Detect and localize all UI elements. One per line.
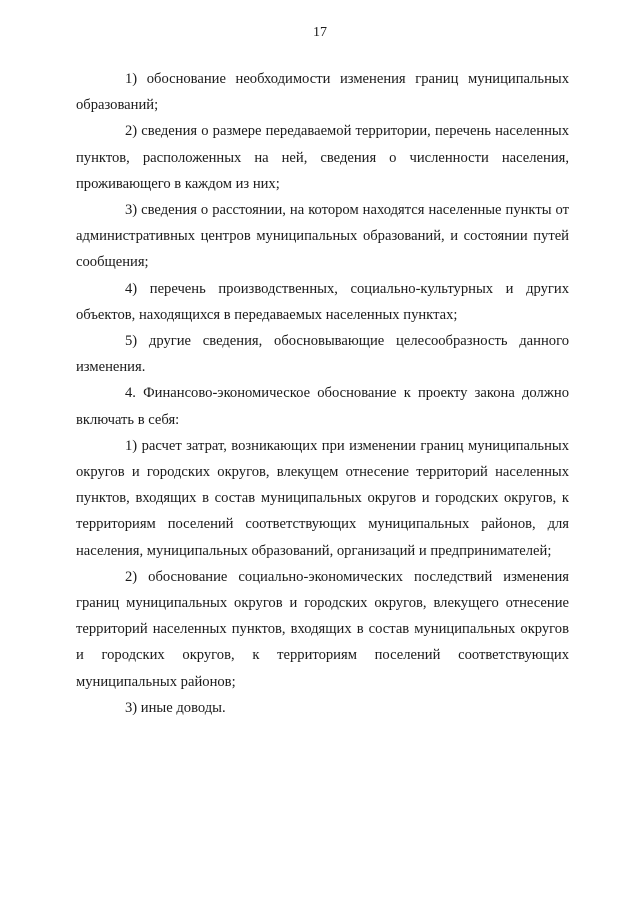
list-item-other-info: 5) другие сведения, обосновывающие целесообразность данного изменения. xyxy=(76,333,569,376)
list-item-territory-info: 2) сведения о размере передаваемой территории, перечень населенных пунктов, расположенных на ней, сведения о численности населения, проживающего в каждом из них; xyxy=(76,123,569,192)
list-item-distance-info: 3) сведения о расстоянии, на котором находятся населенные пункты от административных центров муниципальных образований, и состоянии путей сообщения; xyxy=(76,202,569,271)
section-4-heading: 4. Финансово-экономическое обоснование к проекту закона должно включать в себя: xyxy=(76,385,569,428)
list-item-other-arguments: 3) иные доводы. xyxy=(125,699,226,716)
list-item-justification: 1) обоснование необходимости изменения границ муниципальных образований; xyxy=(76,71,569,114)
document-body xyxy=(76,66,569,721)
list-item-consequences: 2) обоснование социально-экономических последствий изменения границ муниципальных округов и городских округов, влекущего отнесение территорий населенных пунктов, входящих в состав муниципальных округов и городских округов, к территориям поселений соответствующих муниципальных районов; xyxy=(76,568,569,690)
page-number: 17 xyxy=(313,25,327,40)
list-item-objects-list: 4) перечень производственных, социально-культурных и других объектов, находящихся в передаваемых населенных пунктах; xyxy=(76,280,569,323)
list-item-cost-calculation: 1) расчет затрат, возникающих при изменении границ муниципальных округов и городских округов, влекущем отнесение территорий населенных пунктов, входящих в состав муниципальных округов и городских округов, к территориям поселений соответствующих муниципальных районов, для населения, муниципальных образований, организаций и предпринимателей; xyxy=(76,437,569,559)
